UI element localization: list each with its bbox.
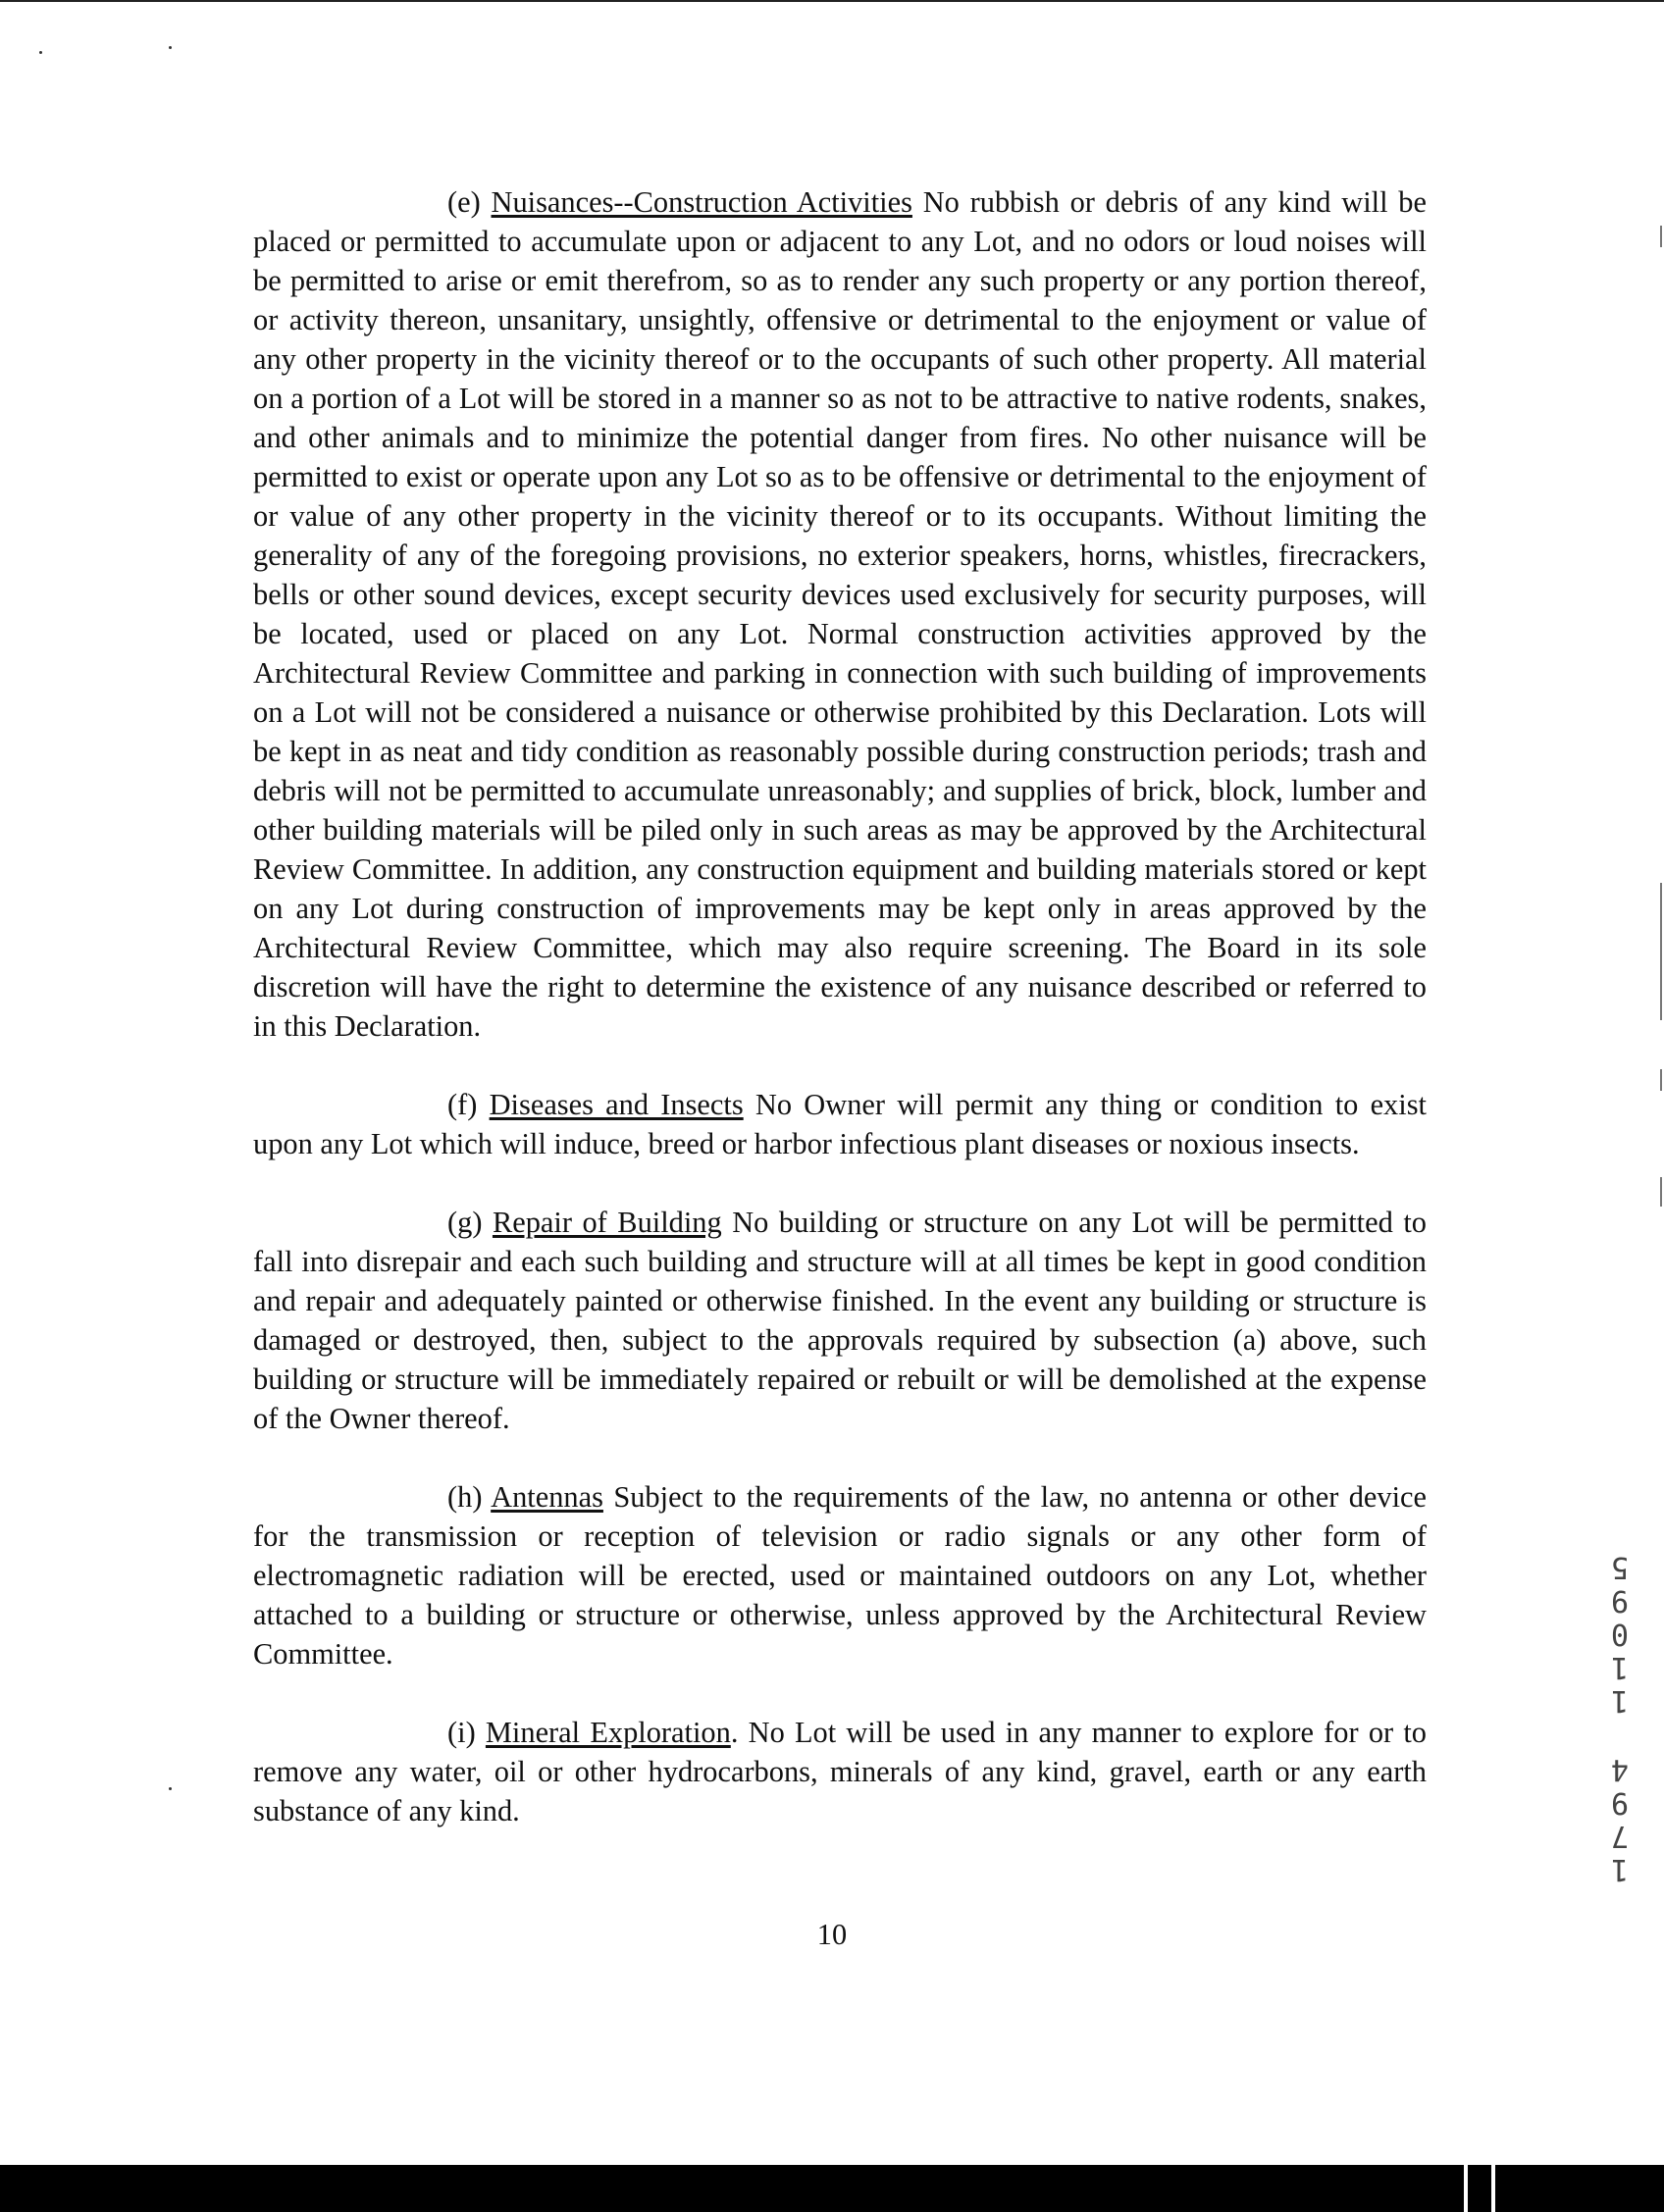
scan-bar-gap [1464, 2165, 1468, 2212]
scan-edge-mark [1660, 1069, 1662, 1091]
scan-edge-mark [1660, 1177, 1662, 1207]
margin-stamp-lower [1605, 1752, 1635, 1885]
section-i-heading-suffix: . [730, 1716, 739, 1749]
section-g-heading: Repair of Building [492, 1206, 722, 1239]
section-f-heading: Diseases and Insects [489, 1088, 744, 1121]
margin-stamp-upper [1605, 1550, 1635, 1717]
section-f-label: (f) [447, 1088, 478, 1121]
section-i-label: (i) [447, 1716, 476, 1749]
stamp-digit: 1 [1610, 1650, 1630, 1684]
section-h [253, 1477, 1427, 1673]
section-g [253, 1203, 1427, 1438]
scan-bar-gap [1491, 2165, 1495, 2212]
stamp-digit: 0 [1610, 1617, 1630, 1651]
scan-edge-mark [1660, 226, 1662, 247]
section-i [253, 1713, 1427, 1830]
stamp-digit: 9 [1610, 1785, 1630, 1820]
section-h-heading: Antennas [491, 1480, 603, 1514]
scan-bottom-bar [0, 2165, 1664, 2212]
stamp-digit: 1 [1610, 1683, 1630, 1718]
section-e [253, 182, 1427, 1046]
top-edge-rule [0, 0, 1664, 2]
section-h-body: Subject to the requirements of the law, no antenna or other device for the transmission or reception of television or radio signals or any other form of electromagnetic radiation will be erected, used or maintained outdoors on any Lot, whether attached to a building or structure or otherwise, unless approved by the Architectural Review Committee. [253, 1480, 1427, 1671]
section-h-label: (h) [447, 1480, 483, 1514]
scan-edge-mark [1660, 883, 1662, 1020]
scan-speck [169, 1787, 172, 1790]
section-e-label: (e) [447, 185, 481, 219]
page-number: 10 [816, 1918, 848, 1951]
stamp-digit: 1 [1610, 1852, 1630, 1886]
stamp-digit: 9 [1610, 1583, 1630, 1618]
scan-speck [169, 46, 172, 49]
section-e-heading: Nuisances--Construction Activities [491, 185, 912, 219]
section-i-body: No Lot will be used in any manner to explore for or to remove any water, oil or other hydrocarbons, minerals of any kind, gravel, earth or any earth substance of any kind. [253, 1716, 1427, 1827]
section-f [253, 1085, 1427, 1163]
section-e-body: No rubbish or debris of any kind will be placed or permitted to accumulate upon or adjacent to any Lot, and no odors or loud noises will be permitted to arise or emit therefrom, so as to render any such property or any portion thereof, or activity thereon, unsanitary, unsightly, offensive or detrimental to the enjoyment or value of any other property in the vicinity thereof or to the occupants of such other property. All material on a portion of a Lot will be stored in a manner so as not to be attractive to native rodents, snakes, and other animals and to minimize the potential danger from fires. No other nuisance will be permitted to exist or operate upon any Lot so as to be offensive or detrimental to the enjoyment of or value of any other property in the vicinity thereof or to its occupants. Without limiting the generality of any of the foregoing provisions, no exterior speakers, horns, whistles, firecrackers, bells or other sound devices, except security devices used exclusively for security purposes, will be located, used or placed on any Lot. Normal construction activities approved by the Architectural Review Committee and parking in connection with such building of improvements on a Lot will not be considered a nuisance or otherwise prohibited by this Declaration. Lots will be kept in as neat and tidy condition as reasonably possible during construction periods; trash and debris will not be permitted to accumulate unreasonably; and supplies of brick, block, lumber and other building materials will be piled only in such areas as may be approved by the Architectural Review Committee. In addition, any construction equipment and building materials stored or kept on any Lot during construction of improvements may be kept only in areas approved by the Architectural Review Committee, which may also require screening. The Board in its sole discretion will have the right to determine the existence of any nuisance described or referred to in this Declaration. [253, 185, 1427, 1043]
document-page [253, 182, 1427, 1870]
section-f-body: No Owner will permit any thing or condition to exist upon any Lot which will induce, breed or harbor infectious plant diseases or noxious insects. [253, 1088, 1427, 1160]
stamp-digit: 7 [1610, 1819, 1630, 1853]
section-g-label: (g) [447, 1206, 483, 1239]
section-i-heading: Mineral Exploration [485, 1716, 731, 1749]
scan-speck [39, 51, 42, 54]
stamp-digit: 4 [1610, 1752, 1630, 1786]
section-g-body: No building or structure on any Lot will be permitted to fall into disrepair and each such building and structure will at all times be kept in good condition and repair and adequately painted or otherwise finished. In the event any building or structure is damaged or destroyed, then, subject to the approvals required by subsection (a) above, such building or structure will be immediately repaired or rebuilt or will be demolished at the expense of the Owner thereof. [253, 1206, 1427, 1435]
stamp-digit: 5 [1610, 1550, 1630, 1584]
